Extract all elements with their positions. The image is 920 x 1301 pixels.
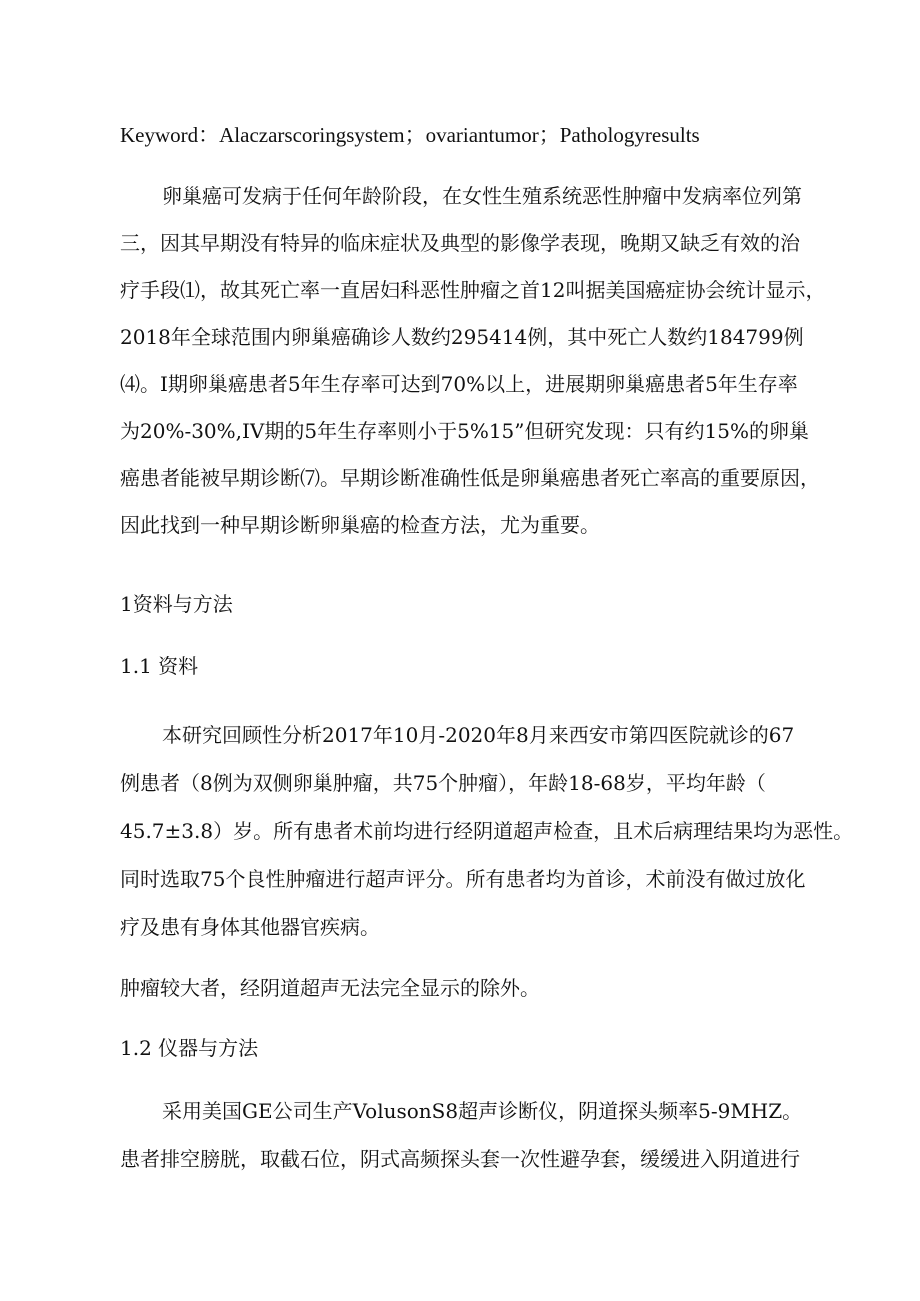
text-line: 本研究回顾性分析2017年10月-2020年8月来西安市第四医院就诊的67 — [162, 723, 795, 747]
text-line: 为20%-30%,IV期的5年生存率则小于5%15”但研究发现：只有约15%的卵巢 — [120, 419, 809, 443]
subsection-heading: 1.2 仪器与方法 — [120, 1036, 259, 1060]
text-line: 例患者（8例为双侧卵巢肿瘤，共75个肿瘤），年龄18-68岁，平均年龄（ — [120, 771, 766, 795]
text-line: 因此找到一种早期诊断卵巢癌的检查方法，尤为重要。 — [120, 513, 600, 537]
text-line: 45.7±3.8）岁。所有患者术前均进行经阴道超声检查，且术后病理结果均为恶性。 — [120, 819, 854, 843]
text-line: 疗手段⑴，故其死亡率一直居妇科恶性肿瘤之首12叫据美国癌症协会统计显示， — [120, 278, 826, 302]
section-heading: 1资料与方法 — [120, 592, 233, 616]
text-line: 同时选取75个良性肿瘤进行超声评分。所有患者均为首诊，术前没有做过放化 — [120, 867, 806, 891]
text-line: 采用美国GE公司生产VolusonS8超声诊断仪，阴道探头频率5-9MHZ。 — [162, 1099, 803, 1123]
text-line: ⑷。I期卵巢癌患者5年生存率可达到70%以上，进展期卵巢癌患者5年生存率 — [120, 372, 798, 396]
text-line: 患者排空膀胱，取截石位，阴式高频探头套一次性避孕套，缓缓进入阴道进行 — [120, 1147, 800, 1171]
exclusion-note: 肿瘤较大者，经阴道超声无法完全显示的除外。 — [120, 976, 540, 1000]
text-line: 卵巢癌可发病于任何年龄阶段，在女性生殖系统恶性肿瘤中发病率位列第 — [162, 184, 802, 208]
text-line: 2018年全球范围内卵巢癌确诊人数约295414例，其中死亡人数约184799例 — [120, 325, 804, 349]
text-line: 癌患者能被早期诊断⑺。早期诊断准确性低是卵巢癌患者死亡率高的重要原因， — [120, 466, 820, 490]
subsection-heading: 1.1 资料 — [120, 654, 199, 678]
keyword-line: Keyword：Alaczarscoringsystem；ovariantumor；Pathologyresults — [120, 123, 700, 147]
text-line: 疗及患有身体其他器官疾病。 — [120, 915, 380, 939]
text-line: 三，因其早期没有特异的临床症状及典型的影像学表现，晚期又缺乏有效的治 — [120, 231, 800, 255]
